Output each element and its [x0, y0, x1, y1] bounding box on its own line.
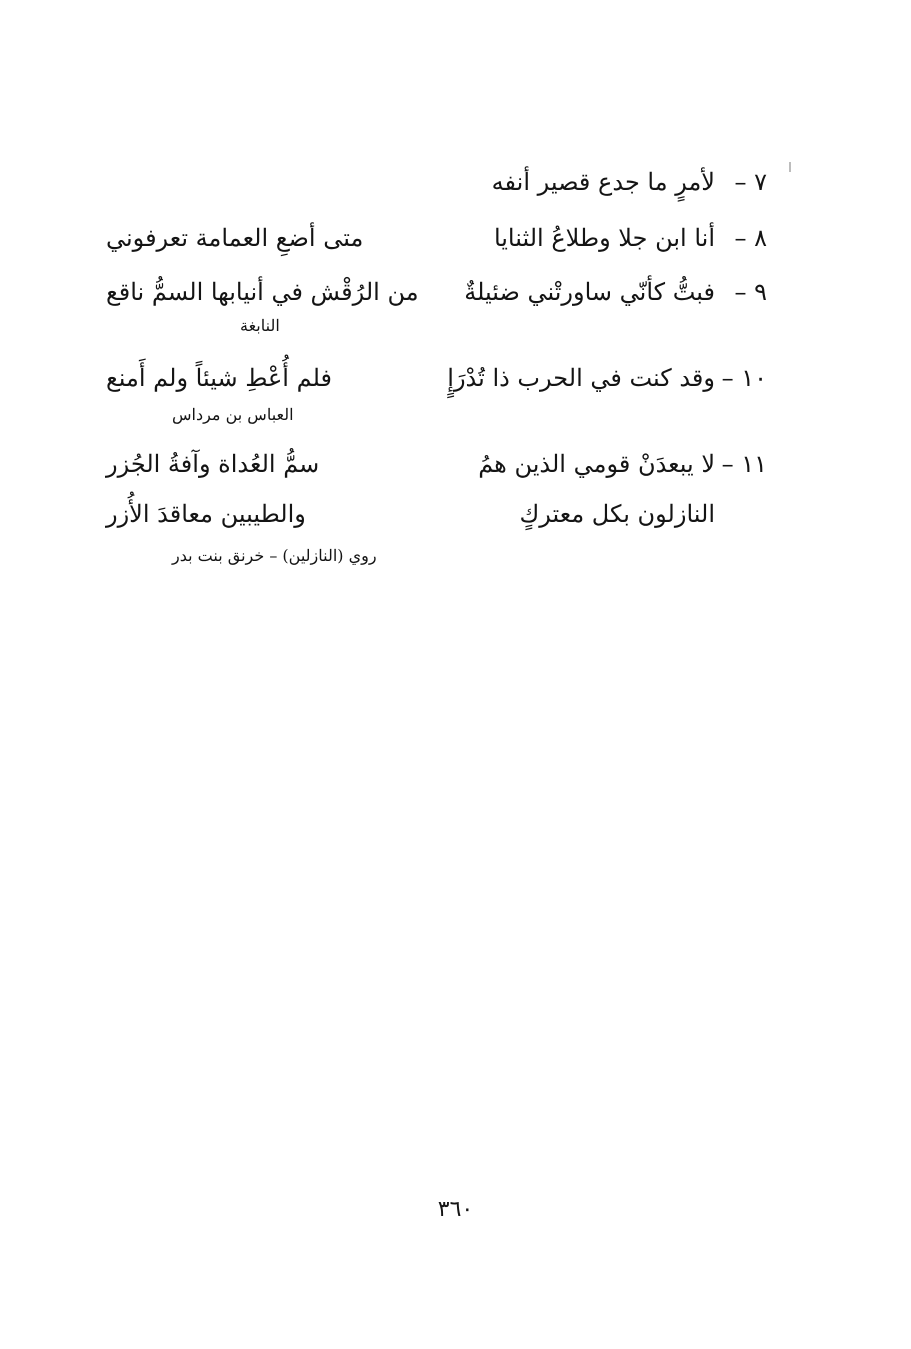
verse-11-first-hemistich: لا يبعدَنْ قومي الذين همُ: [478, 450, 715, 478]
verse-8-second-hemistich: متى أضعِ العمامة تعرفوني: [106, 224, 364, 252]
verse-7-first-hemistich: لأمرٍ ما جدع قصير أنفه: [491, 168, 715, 196]
verse-10-first-hemistich: وقد كنت في الحرب ذا تُدْرَإٍ: [447, 364, 715, 392]
verse-number-8: ٨ –: [734, 224, 767, 252]
verse-number-11: ١١ –: [721, 450, 767, 478]
verse-9-second-hemistich: من الرُقْش في أنيابها السمُّ ناقع: [106, 278, 419, 306]
verse-10-second-hemistich: فلم أُعْطِ شيئاً ولم أَمنع: [106, 364, 332, 392]
attribution-nabigha: النابغة: [240, 316, 280, 335]
attribution-khirniq: روي (النازلين) – خرنق بنت بدر: [172, 546, 377, 565]
verse-12-second-hemistich: والطيبين معاقدَ الأُزر: [106, 500, 306, 528]
attribution-abbas: العباس بن مرداس: [172, 405, 294, 424]
verse-11-second-hemistich: سمُّ العُداة وآفةُ الجُزر: [106, 450, 320, 478]
verse-12-first-hemistich: النازلون بكل معتركٍ: [519, 500, 715, 528]
verse-number-9: ٩ –: [734, 278, 767, 306]
scan-speck: [789, 162, 791, 172]
verse-8-first-hemistich: أنا ابن جلا وطلاعُ الثنايا: [493, 224, 715, 252]
page-number: ٣٦٠: [437, 1197, 474, 1222]
verse-9-first-hemistich: فبتُّ كأنّي ساورتْني ضئيلةٌ: [464, 278, 715, 306]
verse-number-10: ١٠ –: [721, 364, 767, 392]
verse-number-7: ٧ –: [734, 168, 767, 196]
